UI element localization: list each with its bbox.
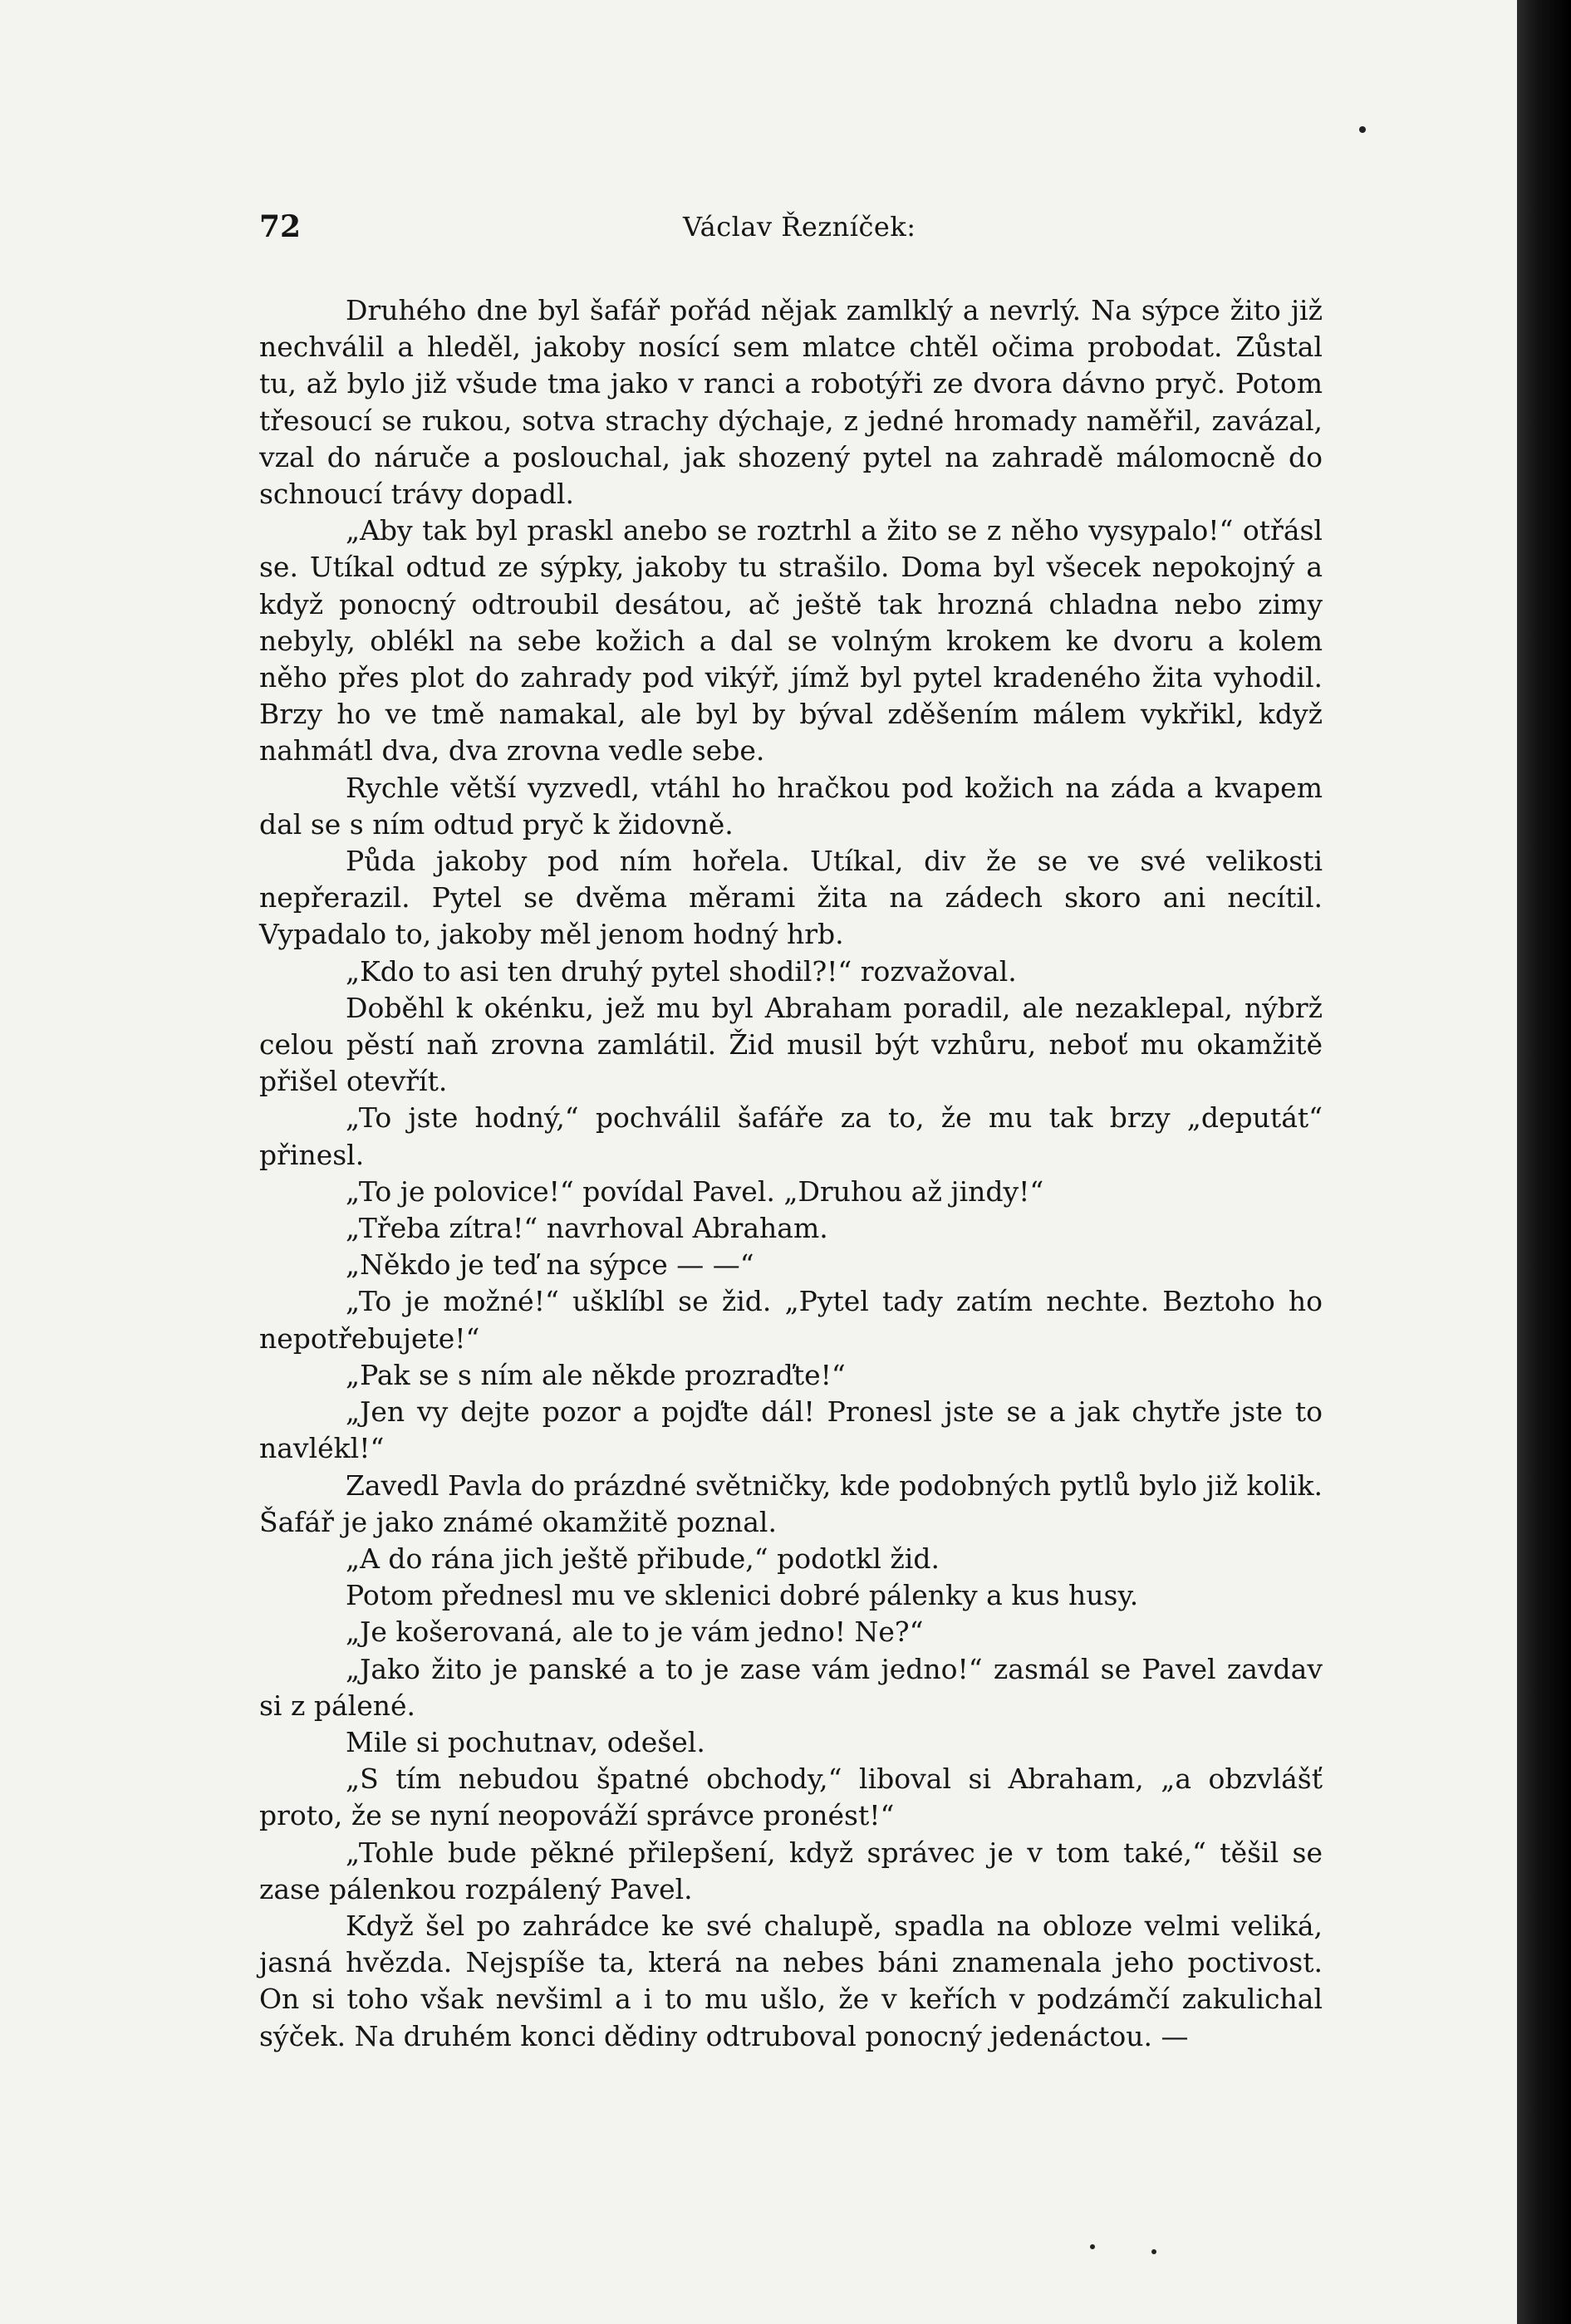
book-spine-shadow (1517, 0, 1571, 2324)
paragraph: Druhého dne byl šafář pořád nějak zamlklý a nevrlý. Na sýpce žito již nechválil a hleděl, jakoby nosící sem mlatce chtěl očima probodat. Zůstal tu, až bylo již všude tma jako v ranci a robotýři ze dvora dávno pryč. Potom třesoucí se rukou, sotva strachy dýchaje, z jedné hromady naměřil, zavázal, vzal do náruče a poslouchal, jak shozený pytel na zahradě málomocně do schnoucí trávy dopadl. (259, 294, 1323, 511)
paragraph: „S tím nebudou špatné obchody,“ liboval si Abraham, „a obzvlášť proto, že se nyní neopováží správce pronést!“ (259, 1763, 1323, 1832)
paragraph: „Kdo to asi ten druhý pytel shodil?!“ rozvažoval. (346, 954, 1017, 988)
page-header (259, 209, 1323, 256)
paragraph: „Aby tak byl praskl anebo se roztrhl a žito se z něho vysypalo!“ otřásl se. Utíkal odtud ze sýpky, jakoby tu strašilo. Doma byl všecek nepokojný a když ponocný odtroubil desátou, ač ještě tak hrozná chladna nebo zimy nebyly, oblékl na sebe kožich a dal se volným krokem ke dvoru a kolem něho přes plot do zahrady pod vikýř, jímž byl pytel kradeného žita vyhodil. Brzy ho ve tmě namakal, ale byl by býval zděšením málem vykřikl, když nahmátl dva, dva zrovna vedle sebe. (259, 514, 1323, 767)
paragraph: „Tohle bude pěkné přilepšení, když správec je v tom také,“ těšil se zase pálenkou rozpálený Pavel. (259, 1836, 1323, 1905)
paragraph: „Třeba zítra!“ navrhoval Abraham. (346, 1212, 828, 1245)
paragraph: Půda jakoby pod ním hořela. Utíkal, div že se ve své velikosti nepřerazil. Pytel se dvěma měrami žita na zádech skoro ani necítil. Vypadalo to, jakoby měl jenom hodný hrb. (259, 845, 1323, 951)
paragraph: „Jako žito je panské a to je zase vám jedno!“ zasmál se Pavel zavdav si z pálené. (259, 1652, 1323, 1722)
paragraph: Mile si pochutnav, odešel. (346, 1725, 705, 1758)
page-number: 72 (259, 209, 302, 244)
paragraph: „To je možné!“ ušklíbl se žid. „Pytel tady zatím nechte. Beztoho ho nepotřebujete!“ (259, 1285, 1323, 1355)
paragraph: „A do rána jich ještě přibude,“ podotkl žid. (346, 1542, 940, 1575)
running-head: Václav Řezníček: (683, 211, 916, 243)
paragraph: Když šel po zahrádce ke své chalupě, spadla na obloze velmi veliká, jasná hvězda. Nejspíše ta, která na nebes báni znamenala jeho poctivost. On si toho však nevšiml a i to mu ušlo, že v keřích v podzámčí zakulichal sýček. Na druhém konci dědiny odtruboval ponocný jedenáctou. — (259, 1909, 1323, 2052)
print-speck (1090, 2244, 1095, 2249)
body-text (259, 292, 1323, 2055)
print-speck (1151, 2249, 1156, 2254)
paragraph: „To jste hodný,“ pochválil šafáře za to, že mu tak brzy „deputát“ přinesl. (259, 1101, 1323, 1171)
paragraph: Potom přednesl mu ve sklenici dobré pálenky a kus husy. (346, 1579, 1139, 1612)
paragraph: „To je polovice!“ povídal Pavel. „Druhou až jindy!“ (346, 1174, 1044, 1208)
paragraph: Doběhl k okénku, jež mu byl Abraham poradil, ale nezaklepal, nýbrž celou pěstí naň zrovna zamlátil. Žid musil být vzhůru, neboť mu okamžitě přišel otevřít. (259, 991, 1323, 1098)
paragraph: Rychle větší vyzvedl, vtáhl ho hračkou pod kožich na záda a kvapem dal se s ním odtud pryč k židovně. (259, 771, 1323, 841)
paragraph: „Je košerovaná, ale to je vám jedno! Ne?“ (346, 1616, 924, 1649)
paragraph: „Jen vy dejte pozor a pojďte dál! Pronesl jste se a jak chytře jste to navlékl!“ (259, 1395, 1323, 1465)
paragraph: „Někdo je teď na sýpce — —“ (346, 1248, 754, 1282)
print-speck (1359, 126, 1366, 133)
paragraph: „Pak se s ním ale někde prozraďte!“ (346, 1358, 846, 1391)
paragraph: Zavedl Pavla do prázdné světničky, kde podobných pytlů bylo již kolik. Šafář je jako známé okamžitě poznal. (259, 1468, 1323, 1538)
